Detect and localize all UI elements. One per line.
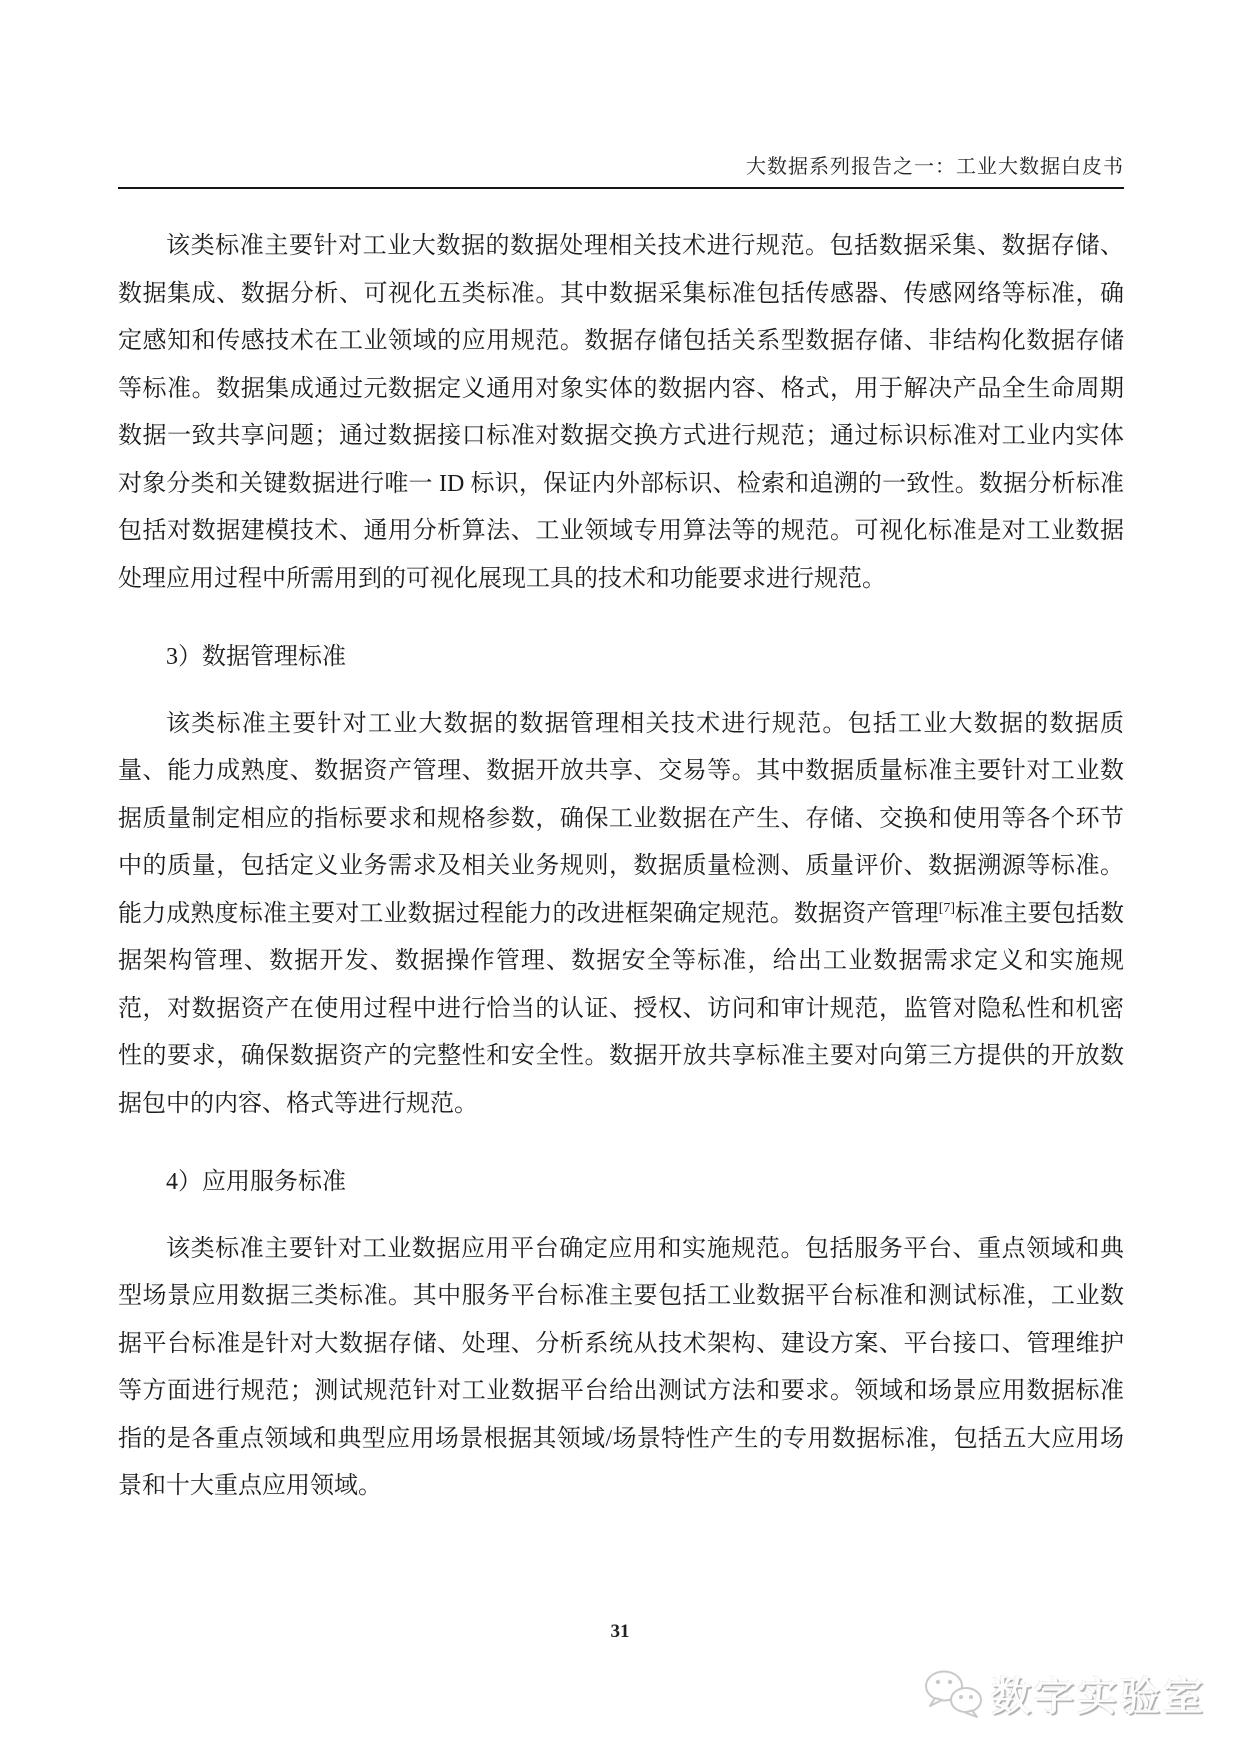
- p2-text-before-citation: 该类标准主要针对工业大数据的数据管理相关技术进行规范。包括工业大数据的数据质量、能力成熟度、数据资产管理、数据开放共享、交易等。其中数据质量标准主要针对工业数据质量制定相应的指标要求和规格参数，确保工业数据在产生、存储、交换和使用等各个环节中的质量，包括定义业务需求及相关业务规则，数据质量检测、质量评价、数据溯源等标准。能力成熟度标准主要对工业数据过程能力的改进框架确定规范。数据资产管理: [118, 710, 1124, 927]
- page-header: [118, 0, 1124, 189]
- page-number: 31: [610, 1621, 630, 1642]
- heading-application-service-standards: 4）应用服务标准: [166, 1169, 346, 1195]
- citation-ref-7: [7]: [938, 900, 956, 916]
- heading-data-management-standards: 3）数据管理标准: [166, 644, 346, 670]
- paragraph-data-processing-standards: 该类标准主要针对工业大数据的数据处理相关技术进行规范。包括数据采集、数据存储、数据集成、数据分析、可视化五类标准。其中数据采集标准包括传感器、传感网络等标准，确定感知和传感技术在工业领域的应用规范。数据存储包括关系型数据存储、非结构化数据存储等标准。数据集成通过元数据定义通用对象实体的数据内容、格式，用于解决产品全生命周期数据一致共享问题；通过数据接口标准对数据交换方式进行规范；通过标识标准对工业内实体对象分类和关键数据进行唯一 ID 标识，保证内外部标识、检索和追溯的一致性。数据分析标准包括对数据建模技术、通用分析算法、工业领域专用算法等的规范。可视化标准是对工业数据处理应用过程中所需用到的可视化展现工具的技术和功能要求进行规范。: [118, 233, 1124, 592]
- p2-text-after-citation: 标准主要包括数据架构管理、数据开发、数据操作管理、数据安全等标准，给出工业数据需求定义和实施规范，对数据资产在使用过程中进行恰当的认证、授权、访问和审计规范，监管对隐私性和机密性的要求，确保数据资产的完整性和安全性。数据开放共享标准主要对向第三方提供的开放数据包中的内容、格式等进行规范。: [118, 900, 1124, 1117]
- header-title: 大数据系列报告之一：工业大数据白皮书: [746, 156, 1124, 178]
- wechat-bubbles-icon: [923, 1669, 985, 1719]
- watermark: [923, 1665, 1206, 1722]
- paragraph-application-service-standards: 该类标准主要针对工业数据应用平台确定应用和实施规范。包括服务平台、重点领域和典型场景应用数据三类标准。其中服务平台标准主要包括工业数据平台标准和测试标准，工业数据平台标准是针对大数据存储、处理、分析系统从技术架构、建设方案、平台接口、管理维护等方面进行规范；测试规范针对工业数据平台给出测试方法和要求。领域和场景应用数据标准指的是各重点领域和典型应用场景根据其领域/场景特性产生的专用数据标准，包括五大应用场景和十大重点应用领域。: [118, 1235, 1124, 1499]
- paragraph-data-management-standards: [118, 701, 1124, 1129]
- watermark-label: 数字实验室: [991, 1675, 1206, 1719]
- document-content: [118, 0, 1124, 1511]
